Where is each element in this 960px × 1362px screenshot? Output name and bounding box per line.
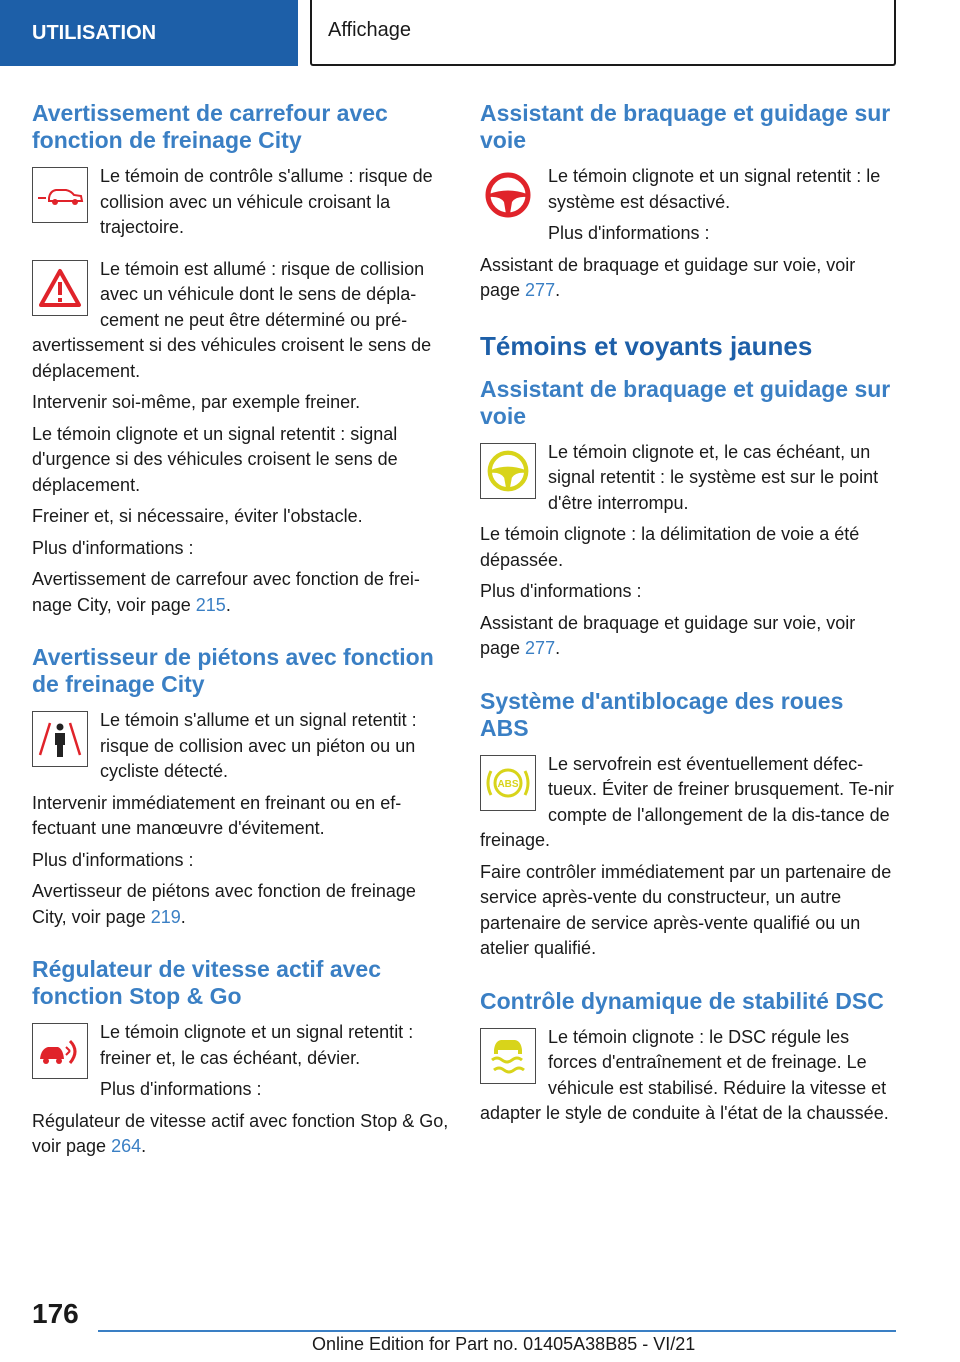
- section-title-dsc: Contrôle dynamique de stabilité DSC: [480, 987, 884, 1014]
- indicator-row: [480, 164, 896, 253]
- indicator-description: Le témoin clignote et, le cas échéant, un signal retentit : le système est sur le point d'être interrompu.: [548, 441, 879, 513]
- paragraph: Plus d'informations :: [480, 581, 642, 601]
- footer-divider: [98, 1330, 896, 1332]
- indicator-row: [32, 1020, 450, 1109]
- paragraph: Plus d'informations :: [32, 537, 194, 558]
- left-column: [32, 100, 450, 1166]
- indicator-row: [480, 1025, 896, 1133]
- indicator-description: Le témoin clignote et un signal retentit : freiner et, le cas échéant, dévier.: [100, 1022, 414, 1068]
- paragraph: Le témoin clignote : la délimitation de voie a été dépassée.: [480, 524, 860, 570]
- steering-wheel-red-icon: [480, 167, 536, 223]
- paragraph: Freiner et, si nécessaire, éviter l'obstacle.: [32, 506, 363, 526]
- collision-brake-icon: [32, 1023, 88, 1079]
- paragraph: Assistant de braquage et guidage sur voie, voir page 277.: [480, 254, 856, 300]
- section-title-steering-assistant-yellow: Assistant de braquage et guidage sur voie: [480, 375, 891, 429]
- chapter-title: Affichage: [310, 0, 896, 66]
- car-crossing-warning-icon: [32, 167, 88, 223]
- paragraph: Avertissement de carrefour avec fonction de frei-nage City, voir page 215.: [32, 569, 420, 615]
- indicator-row: [480, 440, 896, 523]
- section-title-pedestrian-warning: Avertisseur de piétons avec fonction de freinage City: [32, 644, 434, 697]
- indicator-row: [32, 164, 450, 247]
- paragraph: Avertisseur de piétons avec fonction de freinage City, voir page 219.: [32, 881, 416, 927]
- chapter-heading-yellow-indicators: Témoins et voyants jaunes: [480, 330, 813, 361]
- paragraph: Plus d'informations :: [32, 849, 194, 870]
- indicator-description: Le témoin de contrôle s'allume : risque de collision avec un véhicule croisant la trajectoire.: [100, 166, 433, 237]
- section-title-cruise-control: Régulateur de vitesse actif avec fonction Stop & Go: [32, 956, 381, 1009]
- pedestrian-warning-icon: [32, 711, 88, 767]
- indicator-row: [32, 257, 450, 391]
- paragraph: Plus d'informations :: [100, 1079, 262, 1099]
- indicator-row: [32, 708, 450, 791]
- page-header: [0, 0, 960, 66]
- indicator-description: Le témoin clignote et un signal retentit : le système est désactivé.: [548, 166, 881, 212]
- right-column: [480, 100, 896, 1133]
- indicator-description: Le témoin s'allume et un signal retentit : risque de collision avec un piéton ou un cycliste détecté.: [100, 710, 417, 781]
- dsc-icon: [480, 1028, 536, 1084]
- paragraph: Régulateur de vitesse actif avec fonction Stop & Go, voir page 264.: [32, 1110, 449, 1156]
- indicator-description: Le témoin clignote : le DSC régule les forces d'entraînement et de freinage. Le véhicule est stabilisé. Réduire la vitesse et adapter le style de conduite à l'état de la chaussée.: [480, 1026, 889, 1123]
- page-link[interactable]: 277: [525, 638, 556, 658]
- abs-icon-label: ABS: [497, 778, 519, 790]
- steering-wheel-yellow-icon: [480, 443, 536, 499]
- paragraph: Plus d'informations :: [548, 223, 710, 243]
- abs-icon: [480, 755, 536, 811]
- page-number: 176: [32, 1298, 79, 1329]
- page-link[interactable]: 277: [525, 280, 556, 300]
- section-title-steering-assistant: Assistant de braquage et guidage sur voie: [480, 100, 891, 153]
- indicator-description: Le témoin est allumé : risque de collision avec un véhicule dont le sens de dépla-cement ne peut être déterminé ou pré-avertissement si des véhicules croisent le sens de déplacement.: [32, 258, 432, 381]
- page-link[interactable]: 264: [111, 1136, 142, 1156]
- paragraph: Le témoin clignote et un signal retentit : signal d'urgence si des véhicules croisent le sens de déplacement.: [32, 423, 398, 495]
- paragraph: Assistant de braquage et guidage sur voie, voir page 277.: [480, 612, 856, 658]
- warning-triangle-icon: [32, 260, 88, 316]
- paragraph: Intervenir soi-même, par exemple freiner.: [32, 392, 361, 412]
- section-title-intersection-warning: Avertissement de carrefour avec fonction de freinage City: [32, 100, 388, 153]
- section-tab: UTILISATION: [0, 0, 298, 66]
- section-title-abs: Système d'antiblocage des roues ABS: [480, 687, 844, 741]
- indicator-row: [480, 752, 896, 860]
- indicator-description: Le servofrein est éventuellement défec-tueux. Éviter de freiner brusquement. Te-nir compte de l'allongement de la dis-tance de freinage.: [480, 753, 894, 850]
- page-link[interactable]: 215: [195, 594, 226, 615]
- edition-note: Online Edition for Part no. 01405A38B85 - VI/21: [312, 1334, 696, 1354]
- paragraph: Intervenir immédiatement en freinant ou en ef-fectuant une manœuvre d'évitement.: [32, 792, 402, 838]
- page-link[interactable]: 219: [150, 906, 181, 927]
- paragraph: Faire contrôler immédiatement par un partenaire de service après-vente du constructeur, un autre partenaire de service après-vente qualifié ou un atelier qualifié.: [480, 861, 892, 958]
